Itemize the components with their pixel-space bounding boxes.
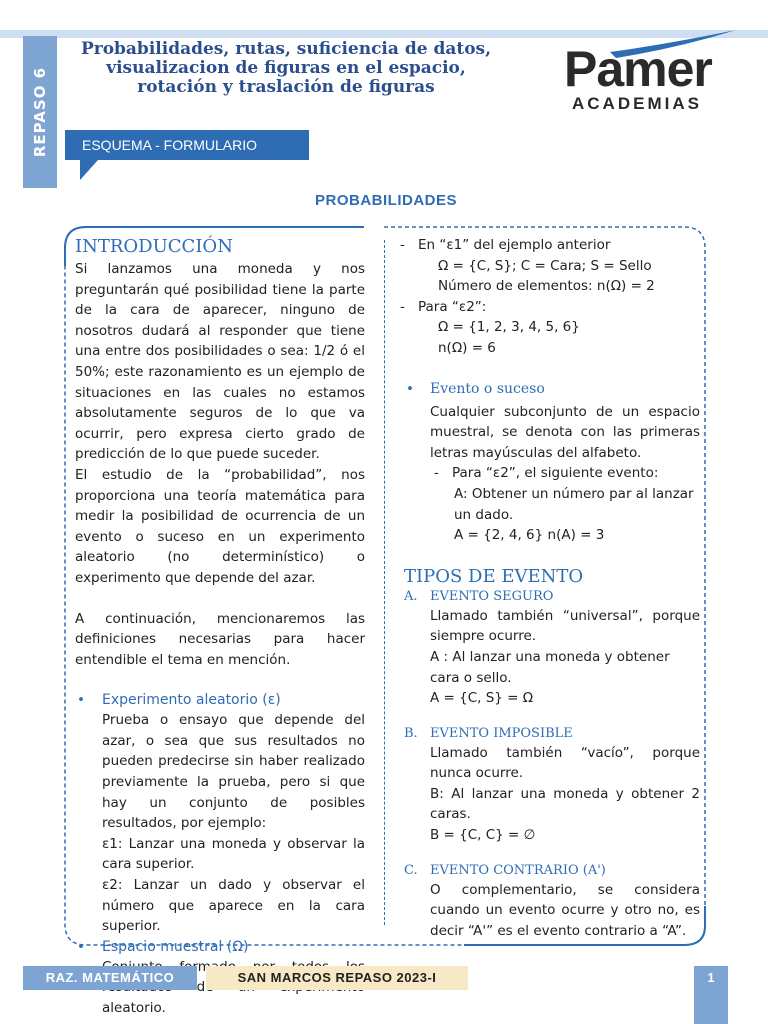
tipo-b-text-1: Llamado también “vacío”, porque nunca ocurre. (430, 744, 700, 782)
page-number: 1 (694, 966, 728, 990)
tipo-c-header (404, 862, 700, 880)
tipo-a (400, 588, 700, 709)
column-divider (384, 240, 385, 925)
tipo-a-header (404, 588, 700, 606)
tipo-c-text: O complementario, se considera cuando un evento ocurre y otro no, es decir “A'” es el evento contrario a “A”. (430, 881, 700, 939)
evento-example (434, 463, 700, 545)
evento-text: Cualquier subconjunto de un espacio muestral, se denota con las primeras letras mayúsculas del alfabeto. (430, 403, 700, 461)
tipo-b-text-2: B: Al lanzar una moneda y obtener 2 caras. (430, 785, 700, 823)
espacio-text: aleatorio. (102, 1000, 166, 1016)
experimento-title: Experimento aleatorio (ε) (102, 692, 281, 709)
intro-paragraph-1: Si lanzamos una moneda y nos preguntarán qué posibilidad tiene la parte de la cara de aparecer, ninguno de nosotros dudará al responder que tiene una entre dos posibilidades o sea: 1/2 ó el 50%; este razonamiento es un ejemplo de situaciones en las cuales no estamos absolutamente seguros de lo que va ocurrir, pero expresa cierto grado de predicción de lo que puede suceder. (75, 261, 365, 463)
tipo-a-text-2: A : Al lanzar una moneda y obtener cara o sello. (430, 648, 670, 686)
example-e1-count: Número de elementos: n(Ω) = 2 (438, 278, 655, 295)
logo-name: Pamer (564, 41, 712, 97)
experimento-e1: ε1: Lanzar una moneda y observar la cara superior. (102, 835, 365, 873)
example-e1-set: Ω = {C, S}; C = Cara; S = Sello (438, 257, 652, 274)
tipos-heading: TIPOS DE EVENTO (404, 565, 584, 587)
side-tab-label: REPASO 6 (31, 66, 49, 158)
example-e2-intro: Para “ε2”: (418, 298, 487, 315)
intro-heading: INTRODUCCIÓN (75, 236, 233, 257)
tipo-b-text-3: B = {C, C} = ∅ (430, 827, 536, 844)
tipo-c-title: EVENTO CONTRARIO (A') (430, 862, 606, 878)
espacio-title: Espacio muestral (Ω) (102, 938, 249, 955)
tipo-b-title: EVENTO IMPOSIBLE (430, 725, 573, 741)
intro-paragraph-2: El estudio de la “probabilidad”, nos proporciona una teoría matemática para medir la posibilidad de ocurrencia de un evento o suceso en un experimento aleatorio (no determinístico) o experimento que depende del azar. (75, 466, 365, 586)
bullet-icon: • (77, 938, 85, 955)
tipo-a-text-3: A = {C, S} = Ω (430, 690, 534, 707)
intro-paragraph-3: A continuación, mencionaremos las definiciones necesarias para hacer entendible el tema en mención. (75, 610, 365, 668)
experimento-text: Prueba o ensayo que depende del azar, o sea que sus resultados no pueden predecirse sin haber realizado previamente la prueba, pero si que hay un conjunto de posibles resultados, por ejemplo: (102, 712, 365, 832)
evento-title: Evento o suceso (430, 380, 545, 397)
side-tab (23, 36, 57, 188)
evento-item (400, 379, 700, 546)
experimento-e2: ε2: Lanzar un dado y observar el número que aparece en la cara superior. (102, 877, 365, 935)
page-number-tab (694, 990, 728, 1024)
dash-icon: - (400, 237, 405, 253)
evento-example-a: A: Obtener un número par al lanzar un dado. (454, 485, 694, 523)
footer-subject: RAZ. MATEMÁTICO (23, 966, 197, 990)
section-title: PROBABILIDADES (314, 192, 457, 209)
footer-course: SAN MARCOS REPASO 2023-I (206, 966, 468, 990)
experimento-item (75, 690, 365, 937)
example-e2-set: Ω = {1, 2, 3, 4, 5, 6} (438, 319, 580, 336)
tipo-a-title: EVENTO SEGURO (430, 588, 554, 604)
tipo-a-text-1: Llamado también “universal”, porque siempre ocurre. (430, 607, 700, 645)
right-column (400, 235, 700, 941)
tipo-b-header (404, 725, 700, 743)
example-e2-count: n(Ω) = 6 (438, 339, 496, 356)
section-badge: ESQUEMA - FORMULARIO (65, 130, 309, 160)
page-title: Probabilidades, rutas, suficiencia de datos, visualizacion de figuras en el espacio, rotación y traslación de figuras (80, 39, 492, 97)
dash-icon: - (400, 298, 405, 315)
evento-example-set: A = {2, 4, 6} n(A) = 3 (454, 527, 605, 544)
pamer-logo (558, 30, 738, 115)
tipo-c (400, 862, 700, 942)
top-bar (0, 0, 768, 30)
dash-icon: - (434, 465, 439, 482)
left-column (75, 236, 365, 1019)
example-e1 (400, 235, 700, 297)
evento-example-intro: Para “ε2”, el siguiente evento: (452, 465, 659, 482)
example-e2 (400, 297, 700, 359)
logo-subtitle: ACADEMIAS (572, 94, 702, 113)
bullet-icon: • (77, 692, 85, 709)
badge-tail (80, 160, 98, 180)
tipo-b (400, 725, 700, 846)
tipo-b-letter: B. (404, 725, 418, 741)
tipo-a-letter: A. (404, 588, 418, 604)
example-e1-intro: En “ε1” del ejemplo anterior (418, 237, 611, 253)
bullet-icon: • (406, 380, 414, 397)
tipo-c-letter: C. (404, 862, 418, 878)
